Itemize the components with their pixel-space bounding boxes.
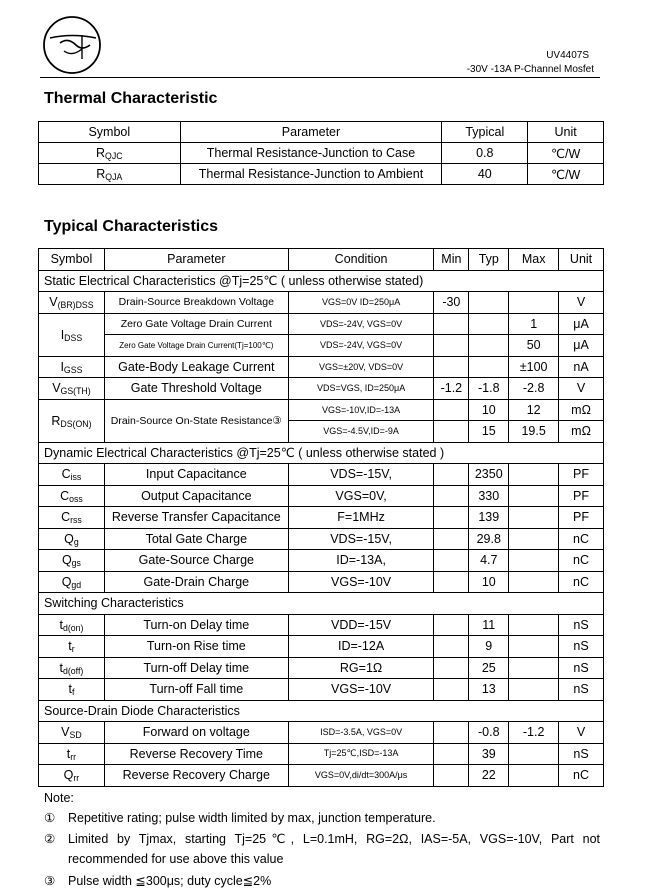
max bbox=[509, 571, 559, 593]
col-parameter: Parameter bbox=[104, 249, 288, 271]
table-row bbox=[39, 313, 604, 335]
table-row bbox=[39, 636, 604, 658]
symbol: $t_{rr}$ bbox=[39, 743, 105, 765]
symbol: $I_{DSS}$ bbox=[39, 313, 105, 356]
max bbox=[509, 765, 559, 787]
part-description: -30V -13A P-Channel Mosfet bbox=[466, 64, 594, 75]
notes-title: Note: bbox=[44, 791, 74, 805]
typ: 10 bbox=[469, 399, 509, 421]
switching-section-title: Switching Characteristics bbox=[39, 593, 604, 615]
table-row bbox=[39, 722, 604, 744]
min bbox=[434, 335, 469, 357]
unit: μA bbox=[559, 313, 604, 335]
condition: ID=-13A, bbox=[288, 550, 434, 572]
typ: 330 bbox=[469, 485, 509, 507]
section-row bbox=[39, 700, 604, 722]
table-row bbox=[39, 378, 604, 400]
table-row bbox=[39, 657, 604, 679]
typ: 25 bbox=[469, 657, 509, 679]
parameter: Reverse Transfer Capacitance bbox=[104, 507, 288, 529]
typical: 40 bbox=[442, 164, 528, 185]
symbol: $Q_{gs}$ bbox=[39, 550, 105, 572]
parameter: Turn-on Delay time bbox=[104, 614, 288, 636]
symbol: $I_{GSS}$ bbox=[39, 356, 105, 378]
max bbox=[509, 657, 559, 679]
unit: nS bbox=[559, 636, 604, 658]
col-min: Min bbox=[434, 249, 469, 271]
max bbox=[509, 485, 559, 507]
typical-table bbox=[38, 248, 604, 787]
note-3: ③ Pulse width ≦300μs; duty cycle≦2% bbox=[44, 874, 272, 888]
min bbox=[434, 636, 469, 658]
table-row bbox=[39, 528, 604, 550]
dynamic-rows bbox=[39, 464, 604, 593]
table-row bbox=[39, 485, 604, 507]
table-row bbox=[39, 507, 604, 529]
min bbox=[434, 679, 469, 701]
col-unit: Unit bbox=[559, 249, 604, 271]
min bbox=[434, 485, 469, 507]
max: -1.2 bbox=[509, 722, 559, 744]
unit: nS bbox=[559, 614, 604, 636]
parameter: Turn-off Fall time bbox=[104, 679, 288, 701]
min bbox=[434, 657, 469, 679]
min bbox=[434, 550, 469, 572]
symbol: $C_{oss}$ bbox=[39, 485, 105, 507]
typ: 10 bbox=[469, 571, 509, 593]
unit: V bbox=[559, 378, 604, 400]
col-typ: Typ bbox=[469, 249, 509, 271]
dynamic-section-title: Dynamic Electrical Characteristics @Tj=25℃ ( unless otherwise stated ) bbox=[39, 442, 604, 464]
max bbox=[509, 550, 559, 572]
thermal-header-row bbox=[39, 122, 604, 143]
symbol: $Q_{rr}$ bbox=[39, 765, 105, 787]
unit: ℃/W bbox=[528, 143, 604, 164]
thermal-title: Thermal Characteristic bbox=[44, 90, 218, 107]
parameter: Gate-Body Leakage Current bbox=[104, 356, 288, 378]
condition: ID=-12A bbox=[288, 636, 434, 658]
col-unit: Unit bbox=[528, 122, 604, 143]
typical-header-row bbox=[39, 249, 604, 271]
table-row bbox=[39, 399, 604, 421]
symbol: $V_{SD}$ bbox=[39, 722, 105, 744]
section-row bbox=[39, 442, 604, 464]
symbol: $V_{GS(TH)}$ bbox=[39, 378, 105, 400]
condition: VGS=0V ID=250μA bbox=[288, 292, 434, 314]
unit: μA bbox=[559, 335, 604, 357]
parameter: Forward on voltage bbox=[104, 722, 288, 744]
unit: nS bbox=[559, 679, 604, 701]
condition: RG=1Ω bbox=[288, 657, 434, 679]
company-logo bbox=[42, 15, 102, 75]
col-condition: Condition bbox=[288, 249, 434, 271]
note-2-continued: recommended for use above this value bbox=[68, 852, 284, 866]
condition: VGS=±20V, VDS=0V bbox=[288, 356, 434, 378]
note-1: ① Repetitive rating; pulse width limited by max, junction temperature. bbox=[44, 811, 436, 825]
symbol: $R_{QJA}$ bbox=[39, 164, 181, 185]
col-symbol: Symbol bbox=[39, 249, 105, 271]
typ: 22 bbox=[469, 765, 509, 787]
typ: 29.8 bbox=[469, 528, 509, 550]
symbol: $t_r$ bbox=[39, 636, 105, 658]
max: 1 bbox=[509, 313, 559, 335]
min: -1.2 bbox=[434, 378, 469, 400]
max: 50 bbox=[509, 335, 559, 357]
max bbox=[509, 679, 559, 701]
parameter: Drain-Source Breakdown Voltage bbox=[104, 292, 288, 314]
min bbox=[434, 571, 469, 593]
unit: PF bbox=[559, 507, 604, 529]
table-row bbox=[39, 550, 604, 572]
max: ±100 bbox=[509, 356, 559, 378]
table-row bbox=[39, 335, 604, 357]
parameter: Input Capacitance bbox=[104, 464, 288, 486]
max bbox=[509, 528, 559, 550]
typ bbox=[469, 335, 509, 357]
condition: VDS=-15V, bbox=[288, 528, 434, 550]
symbol: $C_{rss}$ bbox=[39, 507, 105, 529]
typ: 4.7 bbox=[469, 550, 509, 572]
typical-title: Typical Characteristics bbox=[44, 218, 219, 235]
condition: Tj=25℃,ISD=-13A bbox=[288, 743, 434, 765]
typ: 2350 bbox=[469, 464, 509, 486]
condition: VGS=-10V bbox=[288, 571, 434, 593]
parameter: Turn-off Delay time bbox=[104, 657, 288, 679]
symbol: $Q_g$ bbox=[39, 528, 105, 550]
typ: -0.8 bbox=[469, 722, 509, 744]
max bbox=[509, 292, 559, 314]
condition: VDS=-24V, VGS=0V bbox=[288, 313, 434, 335]
max: 19.5 bbox=[509, 421, 559, 443]
max bbox=[509, 507, 559, 529]
table-row bbox=[39, 765, 604, 787]
typ: 9 bbox=[469, 636, 509, 658]
table-row bbox=[39, 464, 604, 486]
condition: VDS=VGS, ID=250μA bbox=[288, 378, 434, 400]
symbol: $t_f$ bbox=[39, 679, 105, 701]
col-typical: Typical bbox=[442, 122, 528, 143]
typical: 0.8 bbox=[442, 143, 528, 164]
diode-rows bbox=[39, 722, 604, 787]
unit: nS bbox=[559, 743, 604, 765]
min bbox=[434, 356, 469, 378]
static-section-title: Static Electrical Characteristics @Tj=25℃ ( unless otherwise stated) bbox=[39, 270, 604, 292]
unit: PF bbox=[559, 464, 604, 486]
max bbox=[509, 464, 559, 486]
table-row bbox=[39, 164, 604, 185]
part-number: UV4407S bbox=[546, 50, 589, 61]
symbol: $R_{QJC}$ bbox=[39, 143, 181, 164]
typ: 39 bbox=[469, 743, 509, 765]
parameter: Zero Gate Voltage Drain Current bbox=[104, 313, 288, 335]
condition: ISD=-3.5A, VGS=0V bbox=[288, 722, 434, 744]
condition: VDD=-15V bbox=[288, 614, 434, 636]
typ: -1.8 bbox=[469, 378, 509, 400]
condition: VDS=-15V, bbox=[288, 464, 434, 486]
parameter: Turn-on Rise time bbox=[104, 636, 288, 658]
switching-rows bbox=[39, 614, 604, 700]
condition: F=1MHz bbox=[288, 507, 434, 529]
col-max: Max bbox=[509, 249, 559, 271]
min bbox=[434, 313, 469, 335]
unit: nC bbox=[559, 550, 604, 572]
typ: 13 bbox=[469, 679, 509, 701]
section-row bbox=[39, 593, 604, 615]
condition: VGS=-4.5V,ID=-9A bbox=[288, 421, 434, 443]
diode-section-title: Source-Drain Diode Characteristics bbox=[39, 700, 604, 722]
parameter: Thermal Resistance-Junction to Ambient bbox=[180, 164, 442, 185]
min bbox=[434, 743, 469, 765]
col-symbol: Symbol bbox=[39, 122, 181, 143]
typ bbox=[469, 356, 509, 378]
unit: V bbox=[559, 292, 604, 314]
max: 12 bbox=[509, 399, 559, 421]
condition: VGS=-10V,ID=-13A bbox=[288, 399, 434, 421]
min bbox=[434, 528, 469, 550]
parameter: Reverse Recovery Charge bbox=[104, 765, 288, 787]
table-row bbox=[39, 292, 604, 314]
table-row bbox=[39, 679, 604, 701]
unit: nA bbox=[559, 356, 604, 378]
col-parameter: Parameter bbox=[180, 122, 442, 143]
max bbox=[509, 743, 559, 765]
symbol: $R_{DS(ON)}$ bbox=[39, 399, 105, 442]
typ: 139 bbox=[469, 507, 509, 529]
min bbox=[434, 399, 469, 421]
min bbox=[434, 614, 469, 636]
max bbox=[509, 614, 559, 636]
symbol: $Q_{gd}$ bbox=[39, 571, 105, 593]
typ bbox=[469, 313, 509, 335]
parameter: Reverse Recovery Time bbox=[104, 743, 288, 765]
parameter: Gate-Drain Charge bbox=[104, 571, 288, 593]
symbol: $C_{iss}$ bbox=[39, 464, 105, 486]
unit: mΩ bbox=[559, 421, 604, 443]
unit: nC bbox=[559, 765, 604, 787]
notes bbox=[44, 788, 604, 888]
note-2: ② Limited by Tjmax, starting Tj=25℃, L=0.1mH, RG=2Ω, IAS=-5A, VGS=-10V, Part not bbox=[44, 832, 600, 846]
table-row bbox=[39, 571, 604, 593]
symbol: $t_{d(on)}$ bbox=[39, 614, 105, 636]
unit: PF bbox=[559, 485, 604, 507]
parameter: Total Gate Charge bbox=[104, 528, 288, 550]
min bbox=[434, 507, 469, 529]
min bbox=[434, 722, 469, 744]
condition: VGS=0V, bbox=[288, 485, 434, 507]
symbol: $t_{d(off)}$ bbox=[39, 657, 105, 679]
section-row bbox=[39, 270, 604, 292]
unit: nS bbox=[559, 657, 604, 679]
parameter: Zero Gate Voltage Drain Current(Tj=100℃) bbox=[104, 335, 288, 357]
parameter: Thermal Resistance-Junction to Case bbox=[180, 143, 442, 164]
min bbox=[434, 765, 469, 787]
table-row bbox=[39, 143, 604, 164]
min bbox=[434, 421, 469, 443]
table-row bbox=[39, 356, 604, 378]
condition: VDS=-24V, VGS=0V bbox=[288, 335, 434, 357]
max: -2.8 bbox=[509, 378, 559, 400]
table-row bbox=[39, 614, 604, 636]
parameter: Gate Threshold Voltage bbox=[104, 378, 288, 400]
thermal-table bbox=[38, 121, 604, 185]
symbol: $V_{(BR)DSS}$ bbox=[39, 292, 105, 314]
min bbox=[434, 464, 469, 486]
unit: ℃/W bbox=[528, 164, 604, 185]
parameter: Drain-Source On-State Resistance③ bbox=[104, 399, 288, 442]
table-row bbox=[39, 743, 604, 765]
condition: VGS=0V,di/dt=300A/μs bbox=[288, 765, 434, 787]
typ: 11 bbox=[469, 614, 509, 636]
typ: 15 bbox=[469, 421, 509, 443]
unit: mΩ bbox=[559, 399, 604, 421]
unit: V bbox=[559, 722, 604, 744]
min: -30 bbox=[434, 292, 469, 314]
unit: nC bbox=[559, 528, 604, 550]
parameter: Output Capacitance bbox=[104, 485, 288, 507]
typ bbox=[469, 292, 509, 314]
max bbox=[509, 636, 559, 658]
unit: nC bbox=[559, 571, 604, 593]
header-divider bbox=[40, 77, 600, 78]
parameter: Gate-Source Charge bbox=[104, 550, 288, 572]
condition: VGS=-10V bbox=[288, 679, 434, 701]
